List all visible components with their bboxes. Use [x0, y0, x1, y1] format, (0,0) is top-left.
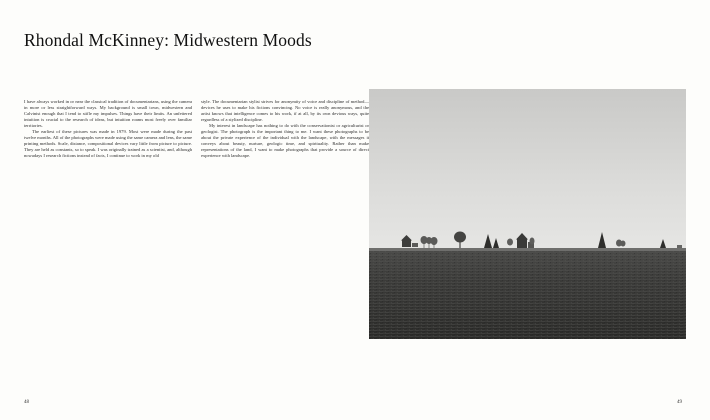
page-number-right: 49 — [677, 400, 682, 405]
photograph-image — [369, 89, 686, 339]
text-column-middle — [201, 99, 369, 159]
page-title: Rhondal McKinney: Midwestern Moods — [24, 30, 312, 50]
sky — [369, 89, 686, 253]
paragraph: I have always worked in or near the classical tradition of documentarians, using the camera in more or less straightforward ways. My background is small town, midwestern and Calvinist enough that I tend to stifle my impulses. Things have their limits. An unfettered intuition is crucial to the research of ideas, but intuition roams most freely over familiar territories. — [24, 99, 192, 129]
landscape-photograph — [369, 89, 686, 339]
page-number-left: 48 — [24, 400, 29, 405]
text-column-left — [24, 99, 192, 159]
paragraph: My interest in landscape has nothing to do with the conservationist or agriculturist or geologist. The photograph is the important thing to me. I want these photographs to be about the private experience of the individual with the landscape, with the messages it conveys about beauty, nurture, geologic time, and spirituality. Rather than make representations of the land, I want to make photographs that provide a source of direct experience with landscape. — [201, 123, 369, 159]
paragraph: style. The documentarian stylist strives for anonymity of voice and discipline of method—devices he uses to make his fictions convincing. No voice is really anonymous, and the artist knows that intelligence comes to his work, if at all, by its own devious ways, quite regardless of a stylized discipline. — [201, 99, 369, 123]
paragraph: The earliest of these pictures was made in 1979. Most were made during the past twelve months. All of the photographs were made using the same camera and lens, the same printing methods. Scale, distance, compositional devices vary little from picture to picture. They are held as constants, so to speak. I was originally trained as a scientist, and, although nowadays I research fictions instead of facts, I continue to work in my old — [24, 129, 192, 159]
